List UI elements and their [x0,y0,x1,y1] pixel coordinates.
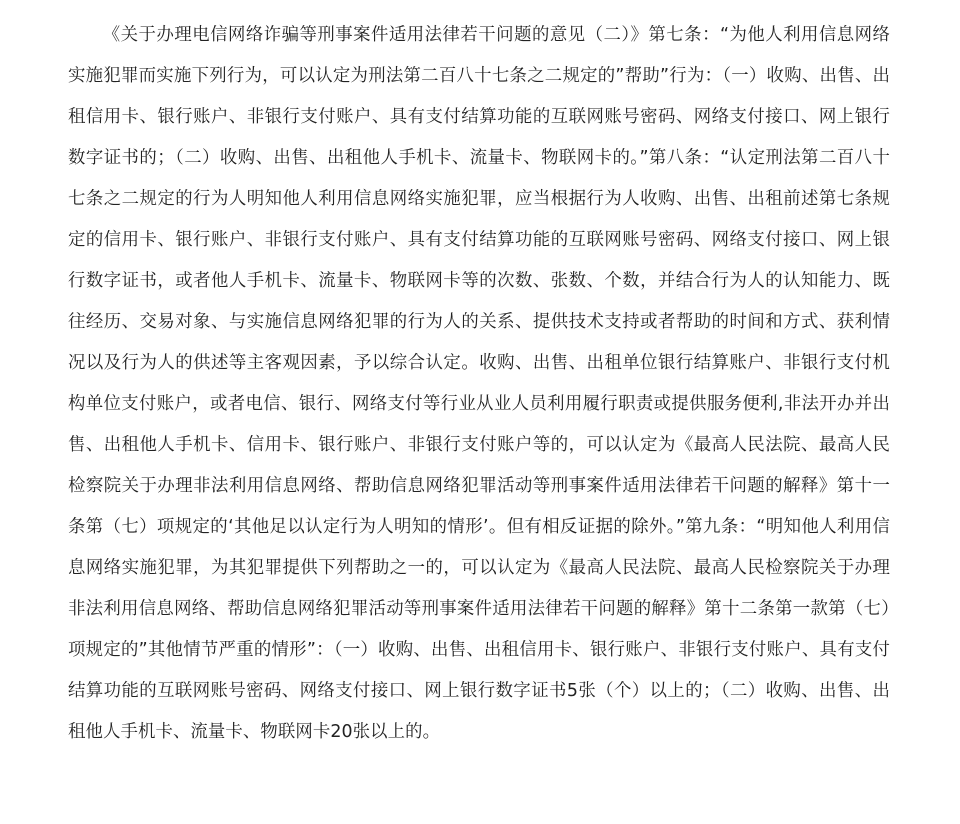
document-body [68,15,890,753]
article-paragraph: 《关于办理电信网络诈骗等刑事案件适用法律若干问题的意见（二）》第七条：“为他人利用信息网络实施犯罪而实施下列行为，可以认定为刑法第二百八十七条之二规定的”帮助”行为：（一）收购、出售、出租信用卡、银行账户、非银行支付账户、具有支付结算功能的互联网账号密码、网络支付接口、网上银行数字证书的；（二）收购、出售、出租他人手机卡、流量卡、物联网卡的。”第八条：“认定刑法第二百八十七条之二规定的行为人明知他人利用信息网络实施犯罪，应当根据行为人收购、出售、出租前述第七条规定的信用卡、银行账户、非银行支付账户、具有支付结算功能的互联网账号密码、网络支付接口、网上银行数字证书，或者他人手机卡、流量卡、物联网卡等的次数、张数、个数，并结合行为人的认知能力、既往经历、交易对象、与实施信息网络犯罪的行为人的关系、提供技术支持或者帮助的时间和方式、获利情况以及行为人的供述等主客观因素，予以综合认定。收购、出售、出租单位银行结算账户、非银行支付机构单位支付账户，或者电信、银行、网络支付等行业从业人员利用履行职责或提供服务便利,非法开办并出售、出租他人手机卡、信用卡、银行账户、非银行支付账户等的，可以认定为《最高人民法院、最高人民检察院关于办理非法利用信息网络、帮助信息网络犯罪活动等刑事案件适用法律若干问题的解释》第十一条第（七）项规定的‘其他足以认定行为人明知的情形’。但有相反证据的除外。”第九条：“明知他人利用信息网络实施犯罪，为其犯罪提供下列帮助之一的，可以认定为《最高人民法院、最高人民检察院关于办理非法利用信息网络、帮助信息网络犯罪活动等刑事案件适用法律若干问题的解释》第十二条第一款第（七）项规定的”其他情节严重的情形”：（一）收购、出售、出租信用卡、银行账户、非银行支付账户、具有支付结算功能的互联网账号密码、网络支付接口、网上银行数字证书5张（个）以上的；（二）收购、出售、出租他人手机卡、流量卡、物联网卡20张以上的。 [68,25,890,742]
